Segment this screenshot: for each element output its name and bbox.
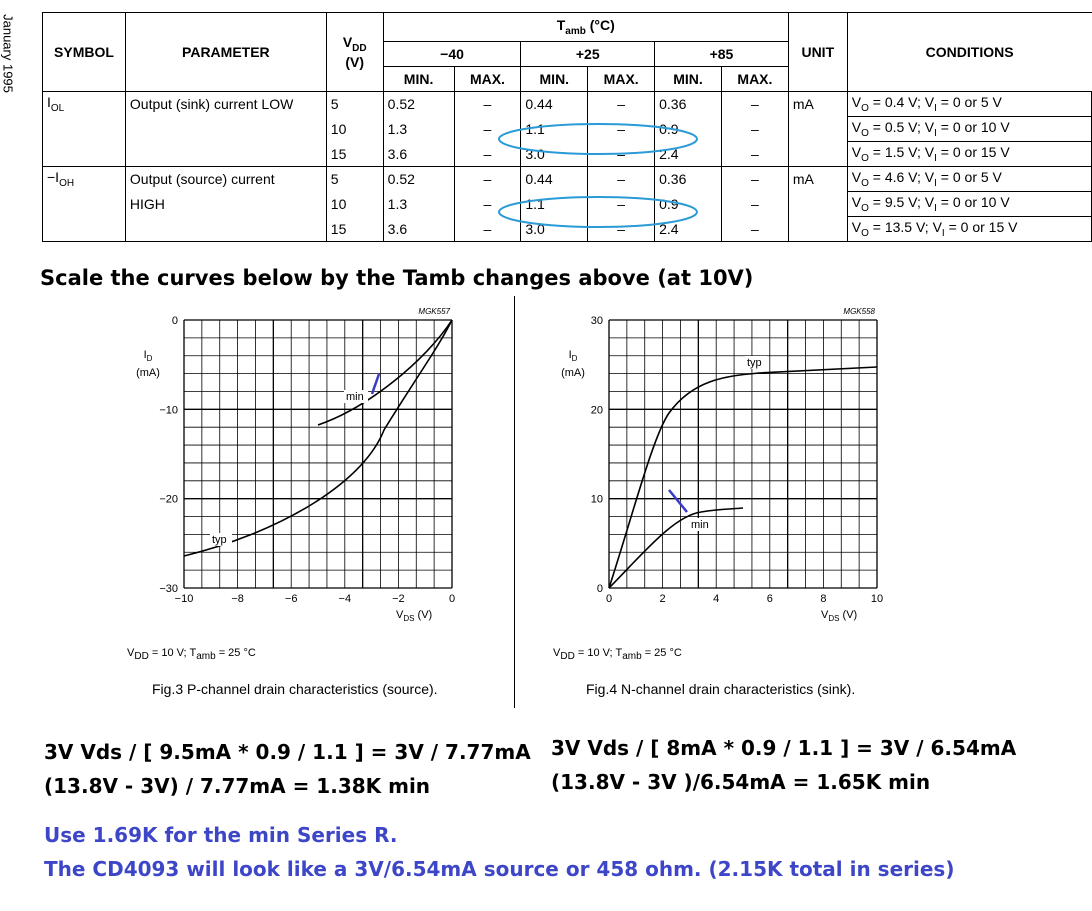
max-cell: – — [454, 192, 521, 217]
min-cell: 1.3 — [383, 192, 454, 217]
conditions-cell: $V_O = 4.6$ V; $V_I = 0$ or 5 V — [847, 167, 1091, 192]
unit-cell: mA — [788, 92, 847, 117]
vdd-cell: 5 — [326, 92, 383, 117]
y-axis-label: $I_D$ — [568, 349, 578, 363]
max-cell: – — [721, 142, 788, 167]
min-cell: 3.0 — [521, 142, 588, 167]
min-cell: 0.9 — [655, 117, 722, 142]
x-tick-label: −2 — [392, 593, 405, 605]
blue-marker — [669, 490, 687, 512]
blue-marker — [372, 374, 379, 394]
curve-label-typ: typ — [747, 357, 762, 369]
y-axis-unit: (mA) — [561, 367, 585, 379]
conditions-cell: $V_O = 9.5$ V; $V_I = 0$ or 10 V — [847, 192, 1091, 217]
min-cell: 3.0 — [521, 217, 588, 242]
symbol-cell — [43, 217, 126, 242]
symbol-cell: $-I_{OH}$ — [43, 167, 126, 192]
note-cd4093: The CD4093 will look like a 3V/6.54mA source or 458 ohm. (2.15K total in series) — [44, 857, 955, 881]
min-cell: 2.4 — [655, 142, 722, 167]
col-vdd: $V_{DD}$ (V) — [326, 13, 383, 92]
min-header: MIN. — [655, 67, 722, 92]
calc-right — [551, 731, 1016, 799]
highlight-overlay — [360, 0, 1092, 260]
x-tick-label: −10 — [174, 593, 194, 605]
vdd-cell: 5 — [326, 167, 383, 192]
symbol-cell: $I_{OL}$ — [43, 92, 126, 117]
fig3-graph — [120, 300, 500, 630]
min-cell: 3.6 — [383, 142, 454, 167]
conditions-cell: $V_O = 0.5$ V; $V_I = 0$ or 10 V — [847, 117, 1091, 142]
max-header: MAX. — [721, 67, 788, 92]
calc-left-line: 3V Vds / [ 9.5mA * 0.9 / 1.1 ] = 3V / 7.77mA — [44, 740, 531, 764]
max-cell: – — [588, 217, 655, 242]
curve-label-typ: typ — [212, 534, 227, 546]
y-tick-label: 0 — [171, 315, 178, 327]
conditions-cell: $V_O = 1.5$ V; $V_I = 0$ or 15 V — [847, 142, 1091, 167]
min-header: MIN. — [521, 67, 588, 92]
x-tick-label: 0 — [605, 593, 613, 605]
x-tick-label: 10 — [870, 593, 884, 605]
fig3-conditions: $V_{DD} = 10$ V; $T_{amb} = 25$ °C — [127, 647, 256, 663]
calc-left-line: (13.8V - 3V) / 7.77mA = 1.38K min — [44, 774, 431, 798]
unit-cell: mA — [788, 167, 847, 192]
calc-left — [44, 735, 531, 803]
parameter-cell — [125, 142, 326, 167]
highlight-ellipse-ioh-10v — [499, 197, 697, 227]
vdd-cell: 15 — [326, 142, 383, 167]
max-cell: – — [454, 142, 521, 167]
max-cell: – — [721, 167, 788, 192]
symbol-cell — [43, 117, 126, 142]
x-tick-label: 2 — [659, 593, 666, 605]
y-tick-label: −20 — [159, 493, 178, 506]
figure-code: MGK558 — [843, 307, 875, 316]
figure-divider — [514, 296, 515, 708]
x-tick-label: 0 — [448, 593, 456, 605]
parameter-cell — [125, 117, 326, 142]
max-cell: – — [588, 117, 655, 142]
parameter-cell: Output (source) current — [125, 167, 326, 192]
x-tick-label: 8 — [820, 593, 827, 605]
min-cell: 3.6 — [383, 217, 454, 242]
min-cell: 1.1 — [521, 117, 588, 142]
col-symbol: SYMBOL — [43, 13, 126, 92]
calc-right-line: 3V Vds / [ 8mA * 0.9 / 1.1 ] = 3V / 6.54mA — [551, 736, 1017, 760]
fig3-caption: Fig.3 P-channel drain characteristics (source). — [152, 681, 438, 697]
instruction-heading: Scale the curves below by the Tamb changes above (at 10V) — [40, 266, 754, 290]
curve-label-min: min — [346, 391, 364, 403]
col-unit: UNIT — [788, 13, 847, 92]
max-cell: – — [588, 192, 655, 217]
parameter-cell: HIGH — [125, 192, 326, 217]
min-header: MIN. — [383, 67, 454, 92]
fig4-graph — [545, 300, 925, 630]
max-cell: – — [721, 92, 788, 117]
max-cell: – — [588, 167, 655, 192]
y-tick-label: 0 — [596, 583, 603, 595]
col-tamb: $T_{amb}$ (°C) — [383, 13, 788, 42]
x-axis-label: $V_{DS}$ (V) — [396, 609, 433, 623]
parameter-cell — [125, 217, 326, 242]
min-cell: 0.36 — [655, 92, 722, 117]
x-tick-label: −6 — [284, 593, 298, 605]
fig4-conditions: $V_{DD} = 10$ V; $T_{amb} = 25$ °C — [553, 647, 682, 663]
min-curve — [609, 508, 743, 588]
col-conditions: CONDITIONS — [847, 13, 1091, 92]
x-tick-label: 6 — [766, 593, 773, 605]
col-parameter: PARAMETER — [125, 13, 326, 92]
y-axis-label: $I_D$ — [143, 349, 153, 363]
max-header: MAX. — [454, 67, 521, 92]
max-cell: – — [454, 92, 521, 117]
vdd-cell: 10 — [326, 192, 383, 217]
min-cell: 2.4 — [655, 217, 722, 242]
min-cell: 0.9 — [655, 192, 722, 217]
conditions-cell: $V_O = 13.5$ V; $V_I = 0$ or 15 V — [847, 217, 1091, 242]
max-cell: – — [721, 192, 788, 217]
min-cell: 0.52 — [383, 167, 454, 192]
typ-curve — [609, 367, 877, 588]
vdd-cell: 10 — [326, 117, 383, 142]
max-cell: – — [588, 142, 655, 167]
x-tick-label: 4 — [713, 593, 720, 605]
y-axis-unit: (mA) — [136, 367, 160, 379]
max-cell: – — [454, 217, 521, 242]
y-tick-label: −10 — [159, 404, 178, 417]
x-tick-label: −4 — [338, 593, 352, 605]
min-cell: 0.44 — [521, 167, 588, 192]
max-cell: – — [454, 117, 521, 142]
min-cell: 0.52 — [383, 92, 454, 117]
y-tick-label: 10 — [590, 493, 603, 506]
min-cell: 1.1 — [521, 192, 588, 217]
max-cell: – — [588, 92, 655, 117]
x-axis-label: $V_{DS}$ (V) — [821, 609, 858, 623]
side-date-label: January 1995 — [0, 14, 16, 93]
calc-right-line: (13.8V - 3V )/6.54mA = 1.65K min — [551, 770, 931, 794]
symbol-cell — [43, 142, 126, 167]
figure-code: MGK557 — [418, 307, 450, 316]
min-cell: 0.36 — [655, 167, 722, 192]
max-cell: – — [454, 167, 521, 192]
temp-minus40: −40 — [383, 42, 521, 67]
max-cell: – — [721, 117, 788, 142]
fig4-caption: Fig.4 N-channel drain characteristics (sink). — [586, 681, 856, 697]
vdd-cell: 15 — [326, 217, 383, 242]
min-cell: 1.3 — [383, 117, 454, 142]
note-series-r: Use 1.69K for the min Series R. — [44, 823, 398, 847]
temp-plus85: +85 — [655, 42, 789, 67]
symbol-cell — [43, 192, 126, 217]
curve-label-min: min — [691, 519, 709, 531]
parameter-cell: Output (sink) current LOW — [125, 92, 326, 117]
max-cell: – — [721, 217, 788, 242]
max-header: MAX. — [588, 67, 655, 92]
x-tick-label: −8 — [231, 593, 244, 605]
min-cell: 0.44 — [521, 92, 588, 117]
y-tick-label: 20 — [590, 404, 603, 417]
y-tick-label: 30 — [590, 315, 603, 327]
temp-plus25: +25 — [521, 42, 655, 67]
conditions-cell: $V_O = 0.4$ V; $V_I = 0$ or 5 V — [847, 92, 1091, 117]
y-tick-label: −30 — [159, 583, 178, 595]
highlight-ellipse-iol-10v — [499, 124, 697, 154]
